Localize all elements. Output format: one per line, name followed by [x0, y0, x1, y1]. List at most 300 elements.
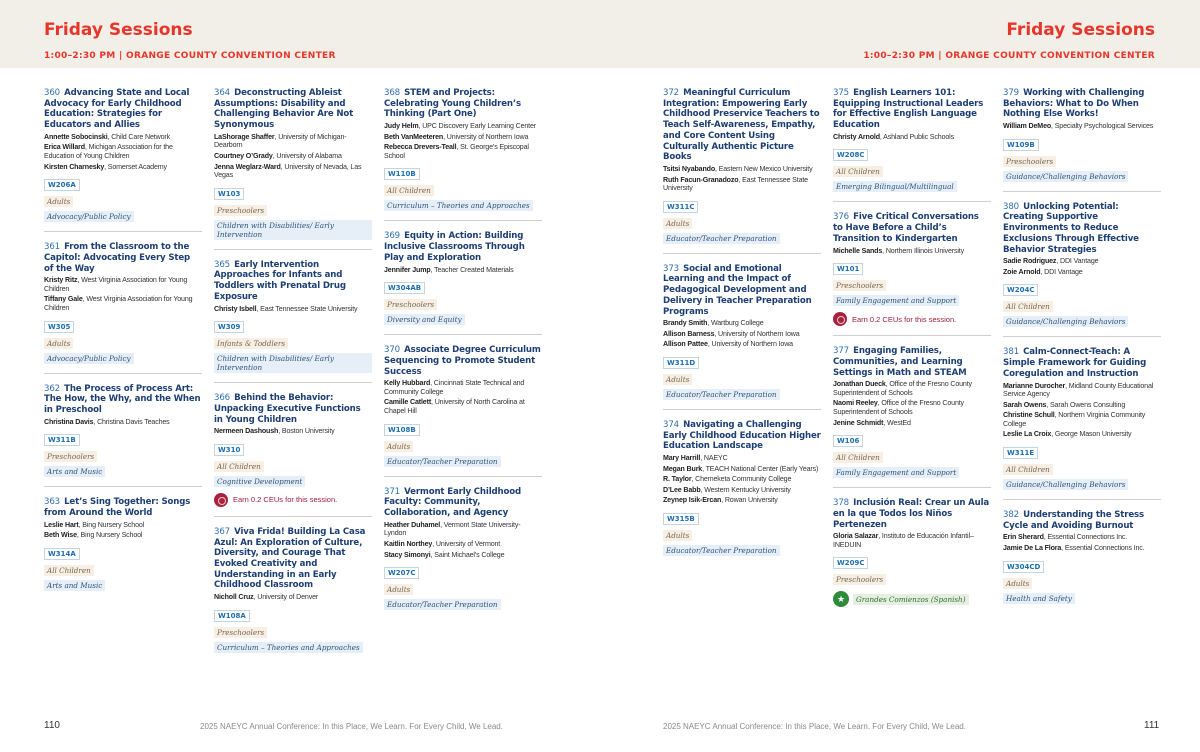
session-card [214, 88, 372, 250]
speaker: Jennifer Jump, Teacher Created Materials [384, 265, 514, 274]
speaker: Tiffany Gale, West Virginia Association for Young Children [44, 295, 193, 313]
audience-tag: Preschoolers [833, 280, 886, 291]
session-title-text: Engaging Families, Communities, and Learning Settings in Math and STEAM [833, 346, 967, 378]
session-title-text: Vermont Early Childhood Faculty: Community, Collaboration, and Agency [384, 486, 521, 519]
speaker-name: D’Lee Babb [663, 485, 701, 494]
left-footer-text: 2025 NAEYC Annual Conference: In this Place, We Learn. For Every Child, We Lead. [200, 722, 503, 731]
session-title [833, 498, 991, 530]
topic-tag: Grandes Comienzos (Spanish) [853, 594, 969, 605]
session-number: 367 [214, 526, 230, 537]
speaker: D’Lee Babb, Western Kentucky University [663, 485, 791, 494]
speaker-org: DDI Vantage [1044, 267, 1083, 276]
session-title-text: Deconstructing Ableist Assumptions: Disability and Challenging Behavior Are Not Synonymous [214, 88, 354, 131]
speaker: Jamie De La Flora, Essential Connections Inc. [1003, 544, 1145, 553]
room-badge: W103 [214, 188, 244, 200]
speaker-org: West Virginia Association for Young Children [44, 276, 188, 293]
session-title-text: Calm-Connect-Teach: A Simple Framework for Guiding Coregulation and Instruction [1003, 347, 1147, 379]
speaker-org: Chemeketa Community College [695, 475, 792, 484]
ceu-badge-icon [214, 493, 228, 507]
session-number: 363 [44, 497, 60, 508]
speaker-name: Jennifer Jump [384, 265, 431, 274]
speaker: Sarah Owens, Sarah Owens Consulting [1003, 400, 1126, 409]
speaker: Christy Arnold, Ashland Public Schools [833, 132, 954, 141]
session-card [214, 527, 372, 662]
speaker-name: Christina Davis [44, 417, 94, 426]
speaker-org: Essential Connections Inc. [1064, 544, 1145, 553]
speaker-name: Jenine Schmidt [833, 418, 884, 427]
session-title-text: The Process of Process Art: The How, the Why, and the When in Preschool [44, 383, 201, 416]
speaker-name: Beth VanMeeteren [384, 132, 444, 141]
right-page-subtitle: 1:00–2:30 PM | ORANGE COUNTY CONVENTION CENTER [863, 51, 1155, 61]
topic-tag: Diversity and Equity [384, 314, 465, 325]
session-number: 381 [1003, 347, 1019, 358]
audience-tag: Infants & Toddlers [214, 338, 288, 349]
audience-tag: All Children [384, 185, 434, 196]
session-title [214, 88, 372, 131]
session-number: 374 [663, 420, 679, 430]
speaker: Christine Schull, Northern Virginia Community College [1003, 411, 1146, 428]
session-card [44, 497, 202, 600]
room-badge: W206A [44, 179, 80, 191]
speaker: Camille Catlett, University of North Carolina at Chapel Hill [384, 398, 525, 416]
topic-tag: Educator/Teacher Preparation [663, 545, 780, 556]
speaker-org: Northern Virginia Community College [1003, 411, 1146, 428]
room-badge: W311B [44, 434, 80, 446]
ceu-notice [833, 312, 991, 326]
speaker: Erica Willard, Michigan Association for the Education of Young Children [44, 143, 173, 160]
room-badge: W207C [384, 567, 419, 579]
speaker-org: George Mason University [1054, 430, 1132, 439]
session-card [384, 345, 542, 476]
topic-tag: Arts and Music [44, 580, 105, 591]
speaker: Allison Barness, University of Northern Iowa [663, 329, 800, 338]
session-title [1003, 202, 1161, 256]
ceu-badge-icon [833, 312, 847, 326]
session-title [833, 346, 991, 378]
speaker-org: NAEYC [703, 454, 728, 463]
topic-tag: Curriculum – Theories and Approaches [214, 642, 363, 653]
session-number: 360 [44, 88, 60, 98]
topic-tag: Educator/Teacher Preparation [384, 599, 501, 610]
session-title-text: English Learners 101: Equipping Instructional Leaders for Effective English Language Education [833, 88, 984, 131]
audience-tag: All Children [214, 461, 264, 472]
room-badge: W208C [833, 149, 868, 161]
speaker-org: University of Denver [257, 593, 319, 602]
speaker-org: Bing Nursery School [80, 531, 143, 540]
session-column-5 [833, 88, 991, 626]
session-card [384, 231, 542, 335]
session-title [44, 88, 202, 131]
speaker-name: William DeMeo [1003, 122, 1052, 131]
session-title [44, 384, 202, 416]
speaker-org: Essential Connections Inc. [1047, 533, 1128, 542]
session-title-text: Associate Degree Curriculum Sequencing to Promote Student Success [384, 345, 541, 377]
left-page-subtitle: 1:00–2:30 PM | ORANGE COUNTY CONVENTION CENTER [44, 51, 336, 61]
speaker-org: University of Northern Iowa [446, 132, 529, 141]
topic-tag: Cognitive Development [214, 476, 305, 487]
speaker-name: Kaitlin Northey [384, 539, 433, 548]
speaker-org: East Tennessee State University [663, 175, 808, 193]
speaker-org: Christina Davis Teaches [97, 417, 170, 426]
speaker: Leslie Hart, Bing Nursery School [44, 520, 145, 529]
speaker: Zoie Arnold, DDI Vantage [1003, 267, 1083, 276]
audience-tag: All Children [44, 565, 94, 576]
session-title-text: Equity in Action: Building Inclusive Classrooms Through Play and Exploration [384, 231, 525, 263]
session-column-6 [1003, 88, 1161, 623]
session-title [1003, 510, 1161, 531]
session-number: 373 [663, 263, 679, 274]
speaker-org: Somerset Academy [107, 162, 167, 171]
right-footer-text: 2025 NAEYC Annual Conference: In this Place, We Learn. For Every Child, We Lead. [663, 722, 966, 731]
left-page-number: 110 [44, 720, 60, 731]
speaker-name: Mary Harrill [663, 454, 701, 463]
speaker-org: University of Michigan-Dearborn [214, 132, 347, 150]
session-number: 375 [833, 88, 849, 98]
speaker-name: Courtney O’Grady [214, 152, 273, 160]
speaker-org: Western Kentucky University [704, 485, 791, 494]
topic-tag: Curriculum – Theories and Approaches [384, 200, 533, 211]
speaker: LaShorage Shaffer, University of Michigan-Dearborn [214, 132, 347, 150]
session-number: 369 [384, 231, 400, 242]
speaker-name: Beth Wise [44, 531, 77, 540]
speaker-org: University of Northern Iowa [711, 340, 793, 349]
speaker-org: Midland County Educational Service Agency [1003, 381, 1154, 399]
speaker: Beth Wise, Bing Nursery School [44, 531, 143, 540]
session-title-text: Inclusión Real: Crear un Aula en la que Todos los Niños Pertenezen [833, 498, 990, 530]
session-number: 362 [44, 383, 60, 394]
session-card [1003, 347, 1161, 500]
speaker: Stacy Simonyi, Saint Michael’s College [384, 550, 505, 559]
session-title [663, 420, 821, 452]
speaker-name: Christine Schull [1003, 411, 1055, 420]
ceu-notice [214, 493, 372, 507]
speaker-name: Kirsten Charnesky [44, 162, 105, 171]
session-card [1003, 88, 1161, 192]
topic-tag: Children with Disabilities/ Early Intervention [214, 220, 372, 240]
speaker-name: Sarah Owens [1003, 400, 1047, 409]
speaker-name: Zoie Arnold [1003, 267, 1041, 276]
speaker-name: Camille Catlett [384, 398, 432, 407]
speaker-org: Bing Nursery School [82, 520, 145, 529]
speaker-name: Rebecca Drevers-Teall [384, 143, 457, 152]
audience-tag: Preschoolers [214, 627, 267, 638]
session-column-4 [663, 88, 821, 575]
speaker-name: Ruth Facun-Granadozo [663, 175, 739, 184]
speaker-name: R. Taylor [663, 475, 692, 484]
audience-tag: Adults [663, 374, 692, 385]
session-number: 364 [214, 88, 230, 98]
speaker: Mary Harrill, NAEYC [663, 454, 728, 463]
audience-tag: All Children [833, 452, 883, 463]
speaker-name: Nicholl Cruz [214, 593, 254, 602]
speaker-org: Michigan Association for the Education of Young Children [44, 143, 173, 160]
speaker: Nicholl Cruz, University of Denver [214, 593, 319, 602]
speaker: Megan Burk, TEACH National Center (Early Years) [663, 464, 819, 473]
session-title-text: Behind the Behavior: Unpacking Executive Functions in Young Children [214, 393, 361, 425]
ceu-text: Earn 0.2 CEUs for this session. [852, 314, 957, 324]
room-badge: W304CD [1003, 561, 1044, 573]
session-title-text: Meaningful Curriculum Integration: Empowering Early Childhood Preservice Teachers to Teach Self-Awareness, Empathy, and Core Content Using Culturally Authentic Picture Books [663, 88, 820, 163]
audience-tag: Preschoolers [833, 574, 886, 585]
audience-tag: Adults [1003, 578, 1032, 589]
session-title [384, 345, 542, 377]
room-badge: W101 [833, 263, 863, 275]
speaker: Gloria Salazar, Instituto de Educación Infantil–INEDUIN [833, 532, 974, 549]
speaker-org: University of Alabama [276, 152, 342, 160]
session-number: 380 [1003, 201, 1019, 212]
session-title [214, 393, 372, 425]
speaker-org: Office of the Fresno County Superintendent of Schools [833, 399, 964, 416]
speaker: Christy Isbell, East Tennessee State University [214, 304, 358, 313]
speaker-name: Jonathan Dueck [833, 380, 886, 389]
speaker-org: Vermont State University-Lyndon [384, 520, 521, 538]
speaker-org: St. George’s Episcopal School [384, 143, 529, 160]
topic-tag: Educator/Teacher Preparation [663, 389, 780, 400]
star-icon: ★ [833, 591, 849, 607]
session-title-text: Unlocking Potential: Creating Supportive Environments to Reduce Exclusions Through Effective Behavior Strategies [1003, 201, 1139, 255]
session-card [214, 260, 372, 383]
speaker: Kirsten Charnesky, Somerset Academy [44, 162, 167, 171]
speaker: Judy Helm, UPC Discovery Early Learning Center [384, 122, 537, 131]
session-column-1 [44, 88, 202, 610]
session-column-2 [214, 88, 372, 672]
speaker-name: Zeynep Isik-Ercan [663, 496, 722, 505]
session-number: 368 [384, 88, 400, 98]
session-number: 371 [384, 486, 400, 497]
topic-tag: Educator/Teacher Preparation [384, 456, 501, 467]
room-badge: W209C [833, 557, 868, 569]
speaker-org: TEACH National Center (Early Years) [705, 464, 819, 473]
session-title [214, 260, 372, 303]
session-number: 370 [384, 345, 400, 356]
speaker-name: Jenna Weglarz-Ward [214, 162, 281, 171]
topic-tag: Guidance/Challenging Behaviors [1003, 171, 1128, 182]
topic-tag: Guidance/Challenging Behaviors [1003, 479, 1128, 490]
audience-tag: Adults [384, 584, 413, 595]
speaker-org: Boston University [281, 427, 335, 436]
room-badge: W106 [833, 435, 863, 447]
session-number: 365 [214, 259, 230, 270]
session-title [384, 231, 542, 263]
speaker: Naomi Reeley, Office of the Fresno County Superintendent of Schools [833, 399, 964, 416]
room-badge: W304AB [384, 282, 425, 294]
topic-tag: Family Engagement and Support [833, 295, 959, 306]
page-header [0, 0, 1200, 68]
speaker-name: Annette Sobocinski [44, 132, 108, 141]
session-title [384, 487, 542, 519]
topic-tag: Advocacy/Public Policy [44, 211, 134, 222]
speaker: Jonathan Dueck, Office of the Fresno County Superintendent of Schools [833, 380, 972, 397]
speaker-org: Rowan University [724, 496, 778, 505]
speaker-name: LaShorage Shaffer [214, 132, 275, 141]
session-card [833, 498, 991, 616]
speaker: R. Taylor, Chemeketa Community College [663, 475, 792, 484]
room-badge: W109B [1003, 139, 1039, 151]
speaker-name: Heather Duhamel [384, 520, 441, 529]
session-title-text: From the Classroom to the Capitol: Advocating Every Step of the Way [44, 242, 191, 274]
audience-tag: Preschoolers [1003, 156, 1056, 167]
speaker-name: Jamie De La Flora [1003, 544, 1062, 553]
session-card [833, 212, 991, 336]
speaker-org: Cincinnati State Technical and Community College [384, 379, 525, 396]
speaker-org: Teacher Created Materials [434, 265, 514, 274]
session-title [663, 264, 821, 318]
speaker: Leslie La Croix, George Mason University [1003, 430, 1132, 439]
session-card [44, 88, 202, 232]
session-title-text: Five Critical Conversations to Have Before a Child’s Transition to Kindergarten [833, 212, 979, 244]
topic-tag: Children with Disabilities/ Early Intervention [214, 353, 372, 373]
topic-tag: Educator/Teacher Preparation [663, 233, 780, 244]
room-badge: W305 [44, 321, 74, 333]
session-card [663, 88, 821, 254]
session-card [44, 242, 202, 373]
room-badge: W310 [214, 444, 244, 456]
speaker-name: Tiffany Gale [44, 295, 83, 304]
session-title [214, 527, 372, 591]
session-card [1003, 202, 1161, 338]
session-card [663, 420, 821, 565]
speaker-name: Kristy Ritz [44, 276, 78, 285]
speaker: Erin Sherard, Essential Connections Inc. [1003, 533, 1128, 542]
speaker: Sadie Rodriguez, DDI Vantage [1003, 257, 1099, 266]
speaker-name: Stacy Simonyi [384, 550, 431, 559]
speaker: Tsitsi Nyabando, Eastern New Mexico University [663, 164, 813, 173]
session-title [833, 88, 991, 131]
speaker-name: Erin Sherard [1003, 533, 1044, 542]
room-badge: W311E [1003, 447, 1038, 459]
session-number: 376 [833, 212, 849, 223]
session-title [833, 212, 991, 244]
speaker-name: Allison Barness [663, 329, 715, 338]
speaker: Marianne Durocher, Midland County Educational Service Agency [1003, 381, 1154, 399]
speaker-org: West Virginia Association for Young Children [44, 295, 193, 313]
session-number: 379 [1003, 88, 1019, 98]
speaker: Kristy Ritz, West Virginia Association for Young Children [44, 276, 188, 293]
topic-tag: Family Engagement and Support [833, 467, 959, 478]
speaker-org: University of Northern Iowa [718, 329, 800, 338]
room-badge: W204C [1003, 284, 1038, 296]
speaker-org: University of Vermont [435, 539, 501, 548]
session-title-text: Early Intervention Approaches for Infants and Toddlers with Prenatal Drug Exposure [214, 259, 346, 302]
left-page-title: Friday Sessions [44, 20, 193, 40]
speaker: Christina Davis, Christina Davis Teaches [44, 417, 170, 426]
session-number: 366 [214, 393, 230, 404]
room-badge: W309 [214, 321, 244, 333]
topic-tag: Health and Safety [1003, 593, 1075, 604]
session-card [44, 384, 202, 488]
speaker-name: Christy Arnold [833, 132, 880, 141]
session-number: 378 [833, 498, 849, 509]
topic-tag: Emerging Bilingual/Multilingual [833, 181, 957, 192]
audience-tag: Adults [384, 441, 413, 452]
speaker-name: Kelly Hubbard [384, 379, 431, 388]
speaker-org: Saint Michael’s College [434, 550, 505, 559]
speaker-org: WestEd [886, 418, 911, 427]
session-title-text: Let’s Sing Together: Songs from Around the World [44, 497, 191, 519]
room-badge: W315B [663, 513, 699, 525]
speaker-name: Leslie La Croix [1003, 430, 1052, 439]
session-number: 382 [1003, 510, 1019, 521]
session-title [44, 497, 202, 518]
speaker-name: Michelle Sands [833, 246, 883, 255]
speaker-name: Judy Helm [384, 122, 419, 131]
session-title-text: Navigating a Challenging Early Childhood Education Higher Education Landscape [663, 420, 821, 452]
session-title [44, 242, 202, 274]
speaker-name: Marianne Durocher [1003, 381, 1066, 390]
speaker-org: Specialty Psychological Services [1054, 122, 1154, 131]
speaker-name: Sadie Rodriguez [1003, 257, 1057, 266]
speaker-name: Brandy Smith [663, 319, 708, 328]
speaker: Zeynep Isik-Ercan, Rowan University [663, 496, 778, 505]
right-page-title: Friday Sessions [1006, 20, 1155, 40]
speaker: Courtney O’Grady, University of Alabama [214, 152, 342, 160]
speaker: Beth VanMeeteren, University of Northern Iowa [384, 132, 529, 141]
session-card [1003, 510, 1161, 613]
session-title [663, 88, 821, 163]
speaker: Jenna Weglarz-Ward, University of Nevada, Las Vegas [214, 162, 362, 180]
speaker: Kaitlin Northey, University of Vermont [384, 539, 501, 548]
speaker: Michelle Sands, Northern Illinois University [833, 246, 965, 255]
session-title-text: Understanding the Stress Cycle and Avoiding Burnout [1003, 510, 1144, 531]
speaker-org: Office of the Fresno County Superintendent of Schools [833, 380, 972, 397]
audience-tag: Adults [44, 338, 73, 349]
speaker-org: Eastern New Mexico University [718, 164, 813, 173]
audience-tag: All Children [1003, 464, 1053, 475]
speaker: Allison Pattee, University of Northern Iowa [663, 340, 793, 349]
speaker: Nermeen Dashoush, Boston University [214, 427, 335, 436]
room-badge: W108A [214, 610, 250, 622]
audience-tag: Adults [663, 218, 692, 229]
right-page-number: 111 [1144, 720, 1160, 731]
audience-tag: Preschoolers [384, 299, 437, 310]
speaker-name: Leslie Hart [44, 520, 79, 529]
speaker: Brandy Smith, Wartburg College [663, 319, 764, 328]
speaker: Jenine Schmidt, WestEd [833, 418, 911, 427]
speaker-name: Naomi Reeley [833, 399, 878, 408]
speaker-name: Erica Willard [44, 143, 85, 152]
session-card [384, 487, 542, 619]
speaker-name: Gloria Salazar [833, 532, 879, 541]
session-title [384, 88, 542, 120]
audience-tag: Preschoolers [214, 205, 267, 216]
session-title-text: Working with Challenging Behaviors: What to Do When Nothing Else Works! [1003, 88, 1145, 120]
session-title [1003, 347, 1161, 379]
speaker-name: Tsitsi Nyabando [663, 164, 716, 173]
speaker-name: Nermeen Dashoush [214, 427, 279, 436]
speaker: Heather Duhamel, Vermont State University-Lyndon [384, 520, 521, 538]
session-number: 372 [663, 88, 679, 98]
audience-tag: All Children [833, 166, 883, 177]
speaker-org: East Tennessee State University [260, 304, 358, 313]
room-badge: W110B [384, 168, 420, 180]
speaker-org: Sarah Owens Consulting [1049, 400, 1126, 409]
session-number: 361 [44, 242, 60, 253]
room-badge: W311C [663, 201, 698, 213]
speaker-name: Allison Pattee [663, 340, 708, 349]
room-badge: W108B [384, 424, 420, 436]
session-card [833, 88, 991, 202]
audience-tag: Adults [663, 530, 692, 541]
session-title-text: Viva Frida! Building La Casa Azul: An Exploration of Culture, Diversity, and Courage That Evoked Creativity and Understanding in an Early Childhood Classroom [214, 526, 366, 591]
speaker-name: Christy Isbell [214, 304, 257, 313]
session-title [1003, 88, 1161, 120]
speaker-org: Child Care Network [111, 132, 170, 141]
session-title-text: STEM and Projects: Celebrating Young Children’s Thinking (Part One) [384, 88, 521, 120]
ceu-text: Earn 0.2 CEUs for this session. [233, 495, 338, 505]
speaker: Rebecca Drevers-Teall, St. George’s Episcopal School [384, 143, 529, 160]
session-card [833, 346, 991, 488]
speaker-org: University of North Carolina at Chapel Hill [384, 398, 525, 416]
